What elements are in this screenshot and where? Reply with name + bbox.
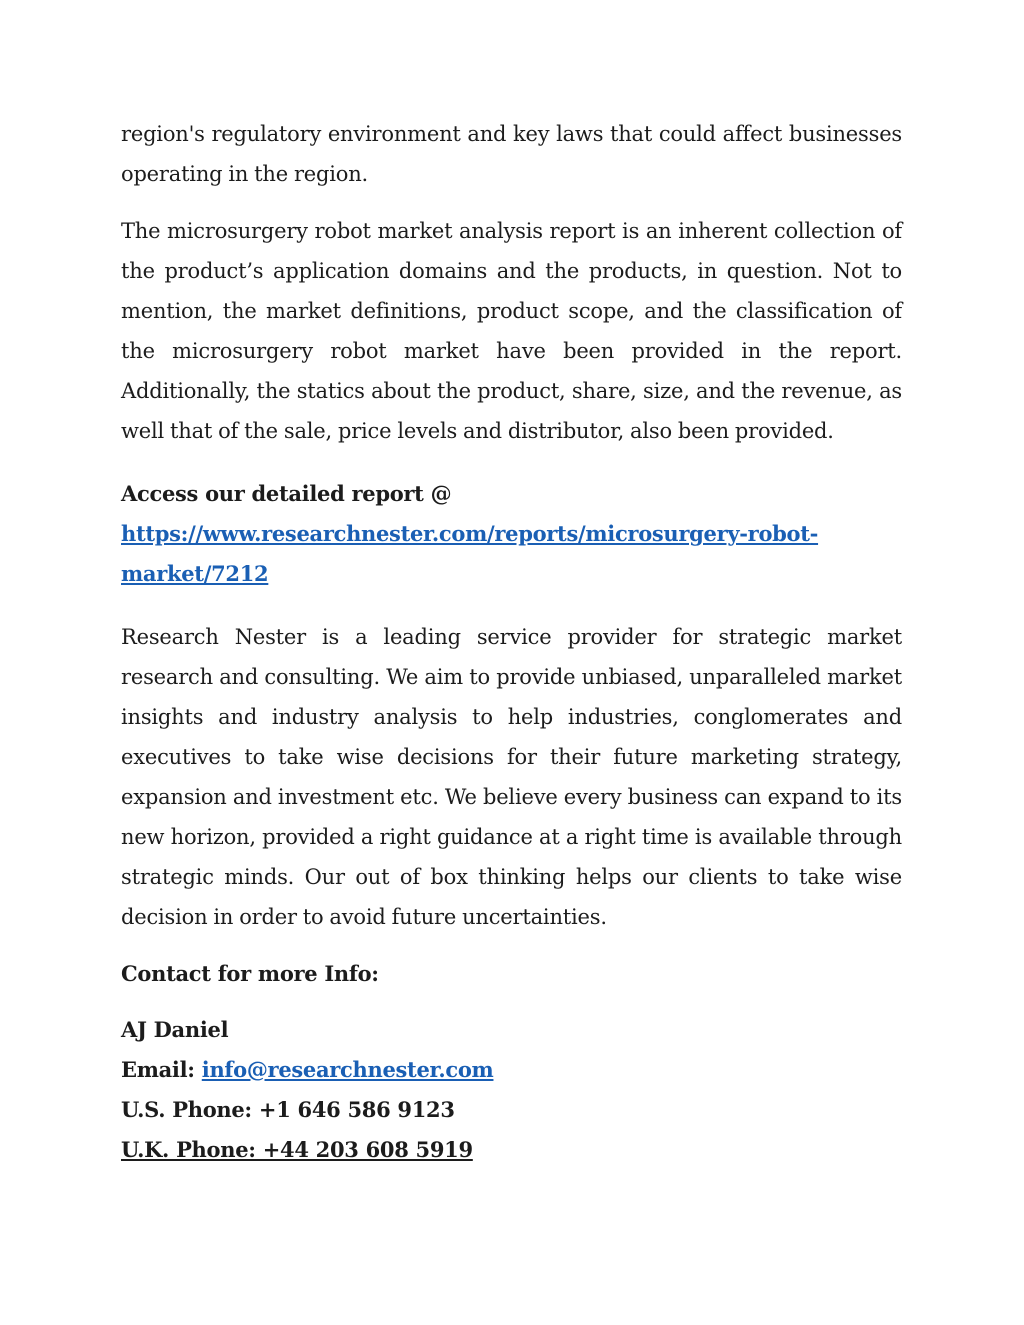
- contact-name: AJ Daniel: [121, 1017, 229, 1042]
- access-report-label: Access our detailed report @: [121, 481, 452, 506]
- report-description-paragraph: The microsurgery robot market analysis report is an inherent collection of the product’s application domains and the products, in question. Not to mention, the market definitions, product scope, and the classification of the microsurgery robot market have been provided in the report. Additionally, the statics about the product, share, size, and the revenue, as well that of the sale, price levels and distributor, also been provided.: [121, 219, 902, 443]
- email-label: Email:: [121, 1057, 195, 1082]
- about-company-paragraph: Research Nester is a leading service provider for strategic market research and consulting. We aim to provide unbiased, unparalleled market insights and industry analysis to help industries, conglomerates and executives to take wise decisions for their future marketing strategy, expansion and investment etc. We believe every business can expand to its new horizon, provided a right guidance at a right time is available through strategic minds. Our out of box thinking helps our clients to take wise decision in order to avoid future uncertainties.: [121, 625, 902, 929]
- us-phone: U.S. Phone: +1 646 586 9123: [121, 1097, 455, 1122]
- contact-heading: Contact for more Info:: [121, 961, 379, 986]
- report-url-link[interactable]: https://www.researchnester.com/reports/microsurgery-robot-market/7212: [121, 521, 819, 586]
- uk-phone[interactable]: U.K. Phone: +44 203 608 5919: [121, 1137, 473, 1162]
- contact-block: [121, 1010, 902, 1170]
- intro-paragraph: region's regulatory environment and key laws that could affect businesses operating in the region.: [121, 122, 902, 186]
- email-link[interactable]: info@researchnester.com: [201, 1057, 494, 1082]
- document-page: [121, 114, 902, 1170]
- report-url-line: [121, 514, 902, 594]
- report-access-block: [121, 474, 902, 594]
- contact-email-line: [121, 1050, 902, 1090]
